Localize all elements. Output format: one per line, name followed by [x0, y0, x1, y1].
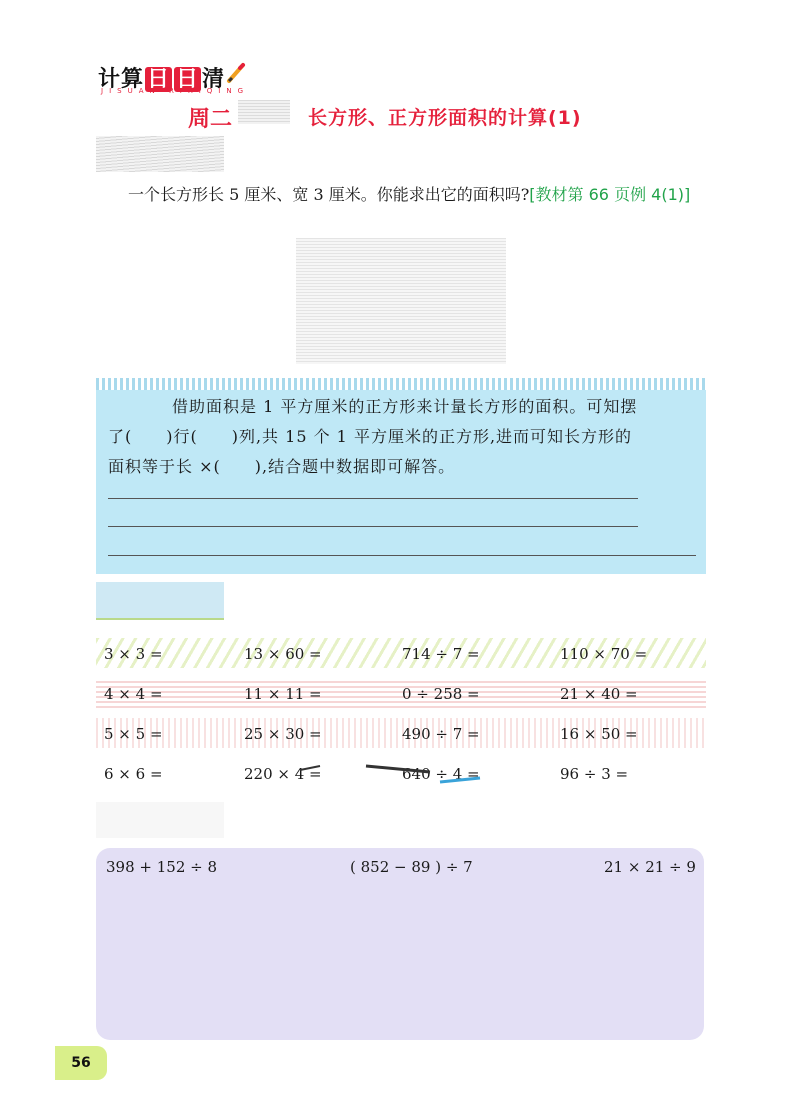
- brand-pinyin: JISUAN RIRIQING: [101, 87, 250, 95]
- question-text: 一个长方形长 5 厘米、宽 3 厘米。你能求出它的面积吗?: [128, 185, 530, 204]
- calc-item: 21 × 40 =: [560, 685, 638, 703]
- brand-part4: 清: [202, 67, 226, 92]
- hint-line-1: 借助面积是 1 平方厘米的正方形来计量长方形的面积。可知摆: [172, 397, 638, 416]
- section-label-scribble: [96, 136, 224, 172]
- brand-part1: 计算: [98, 67, 145, 92]
- calc-item: 714 ÷ 7 =: [402, 645, 480, 663]
- day-label: 周二: [188, 107, 233, 132]
- calc-item: 11 × 11 =: [244, 685, 322, 703]
- pen-icon: [226, 62, 246, 84]
- calc-item: 3 × 3 =: [104, 645, 163, 663]
- calc-item: 0 ÷ 258 =: [402, 685, 480, 703]
- answer-line[interactable]: [108, 555, 696, 556]
- oral-calc-tag: [96, 582, 224, 620]
- written-calc-box[interactable]: [96, 848, 704, 1040]
- written-expr-3: 21 × 21 ÷ 9: [604, 858, 696, 876]
- calc-item: 16 × 50 =: [560, 725, 638, 743]
- written-expr-1: 398 + 152 ÷ 8: [106, 858, 218, 876]
- page-number: 56: [55, 1046, 107, 1080]
- rectangle-diagram: [296, 238, 506, 364]
- textbook-reference: [教材第 66 页例 4(1)]: [529, 185, 691, 204]
- hint-box-border: [96, 378, 706, 390]
- calc-item: 490 ÷ 7 =: [402, 725, 480, 743]
- written-calc-tag: [96, 802, 224, 838]
- calc-item: 220 × 4 =: [244, 765, 322, 783]
- calc-item: 13 × 60 =: [244, 645, 322, 663]
- calc-item: 640 ÷ 4 =: [402, 765, 480, 783]
- hint-line-2: 了( )行( )列,共 15 个 1 平方厘米的正方形,进而可知长方形的: [108, 427, 633, 446]
- answer-line[interactable]: [108, 526, 638, 527]
- brand-part2: 日: [147, 67, 171, 92]
- question-paragraph: [98, 180, 710, 210]
- calc-item: 6 × 6 =: [104, 765, 163, 783]
- hint-text: [108, 392, 700, 482]
- calc-item: 96 ÷ 3 =: [560, 765, 629, 783]
- written-expr-2: ( 852 − 89 ) ÷ 7: [350, 858, 473, 876]
- calc-item: 25 × 30 =: [244, 725, 322, 743]
- brand-part3: 日: [176, 67, 200, 92]
- date-box: [238, 100, 290, 124]
- calc-item: 5 × 5 =: [104, 725, 163, 743]
- hint-line-3: 面积等于长 ×( ),结合题中数据即可解答。: [108, 457, 456, 476]
- answer-line[interactable]: [108, 498, 638, 499]
- calc-item: 4 × 4 =: [104, 685, 163, 703]
- calc-item: 110 × 70 =: [560, 645, 648, 663]
- scribble-mark: [300, 760, 500, 800]
- lesson-title: 长方形、正方形面积的计算(1): [308, 107, 582, 129]
